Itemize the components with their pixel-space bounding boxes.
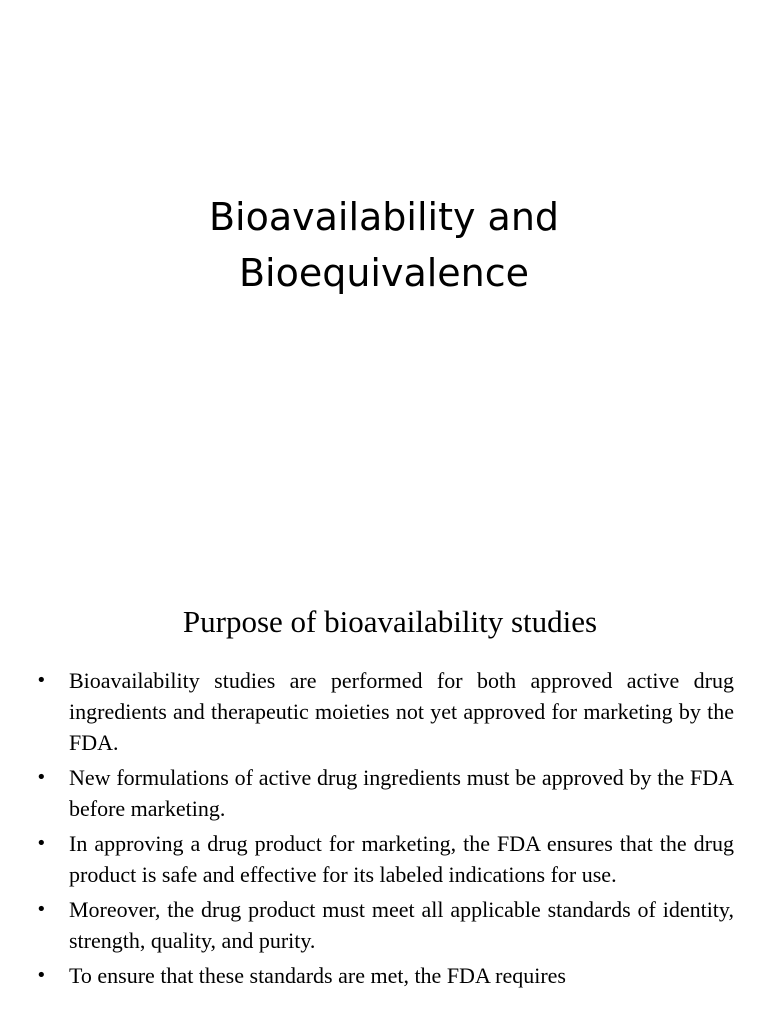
bullet-text: To ensure that these standards are met, the FDA requires <box>69 963 566 988</box>
bullet-item <box>36 762 734 824</box>
bullet-item <box>36 960 734 991</box>
bullet-text: Moreover, the drug product must meet all applicable standards of identity, strength, quality, and purity. <box>69 897 734 953</box>
bullet-text: New formulations of active drug ingredients must be approved by the FDA before marketing. <box>69 765 734 821</box>
bullet-icon: • <box>36 899 47 920</box>
bullet-text: In approving a drug product for marketing, the FDA ensures that the drug product is safe and effective for its labeled indications for use. <box>69 831 734 887</box>
slide-title-line-1: Bioavailability and <box>208 195 560 239</box>
bullet-text: Bioavailability studies are performed for both approved active drug ingredients and therapeutic moieties not yet approved for marketing by the FDA. <box>69 668 734 755</box>
slide-title-line-2: Bioequivalence <box>238 251 530 295</box>
slide-title <box>84 189 684 301</box>
bullet-icon: • <box>36 767 47 788</box>
bullet-list <box>36 665 734 995</box>
bullet-item <box>36 828 734 890</box>
bullet-icon: • <box>36 670 47 691</box>
bullet-item <box>36 894 734 956</box>
bullet-icon: • <box>36 965 47 986</box>
slide-heading: Purpose of bioavailability studies <box>182 604 598 639</box>
content-slide <box>0 576 768 1024</box>
bullet-icon: • <box>36 833 47 854</box>
bullet-item <box>36 665 734 758</box>
